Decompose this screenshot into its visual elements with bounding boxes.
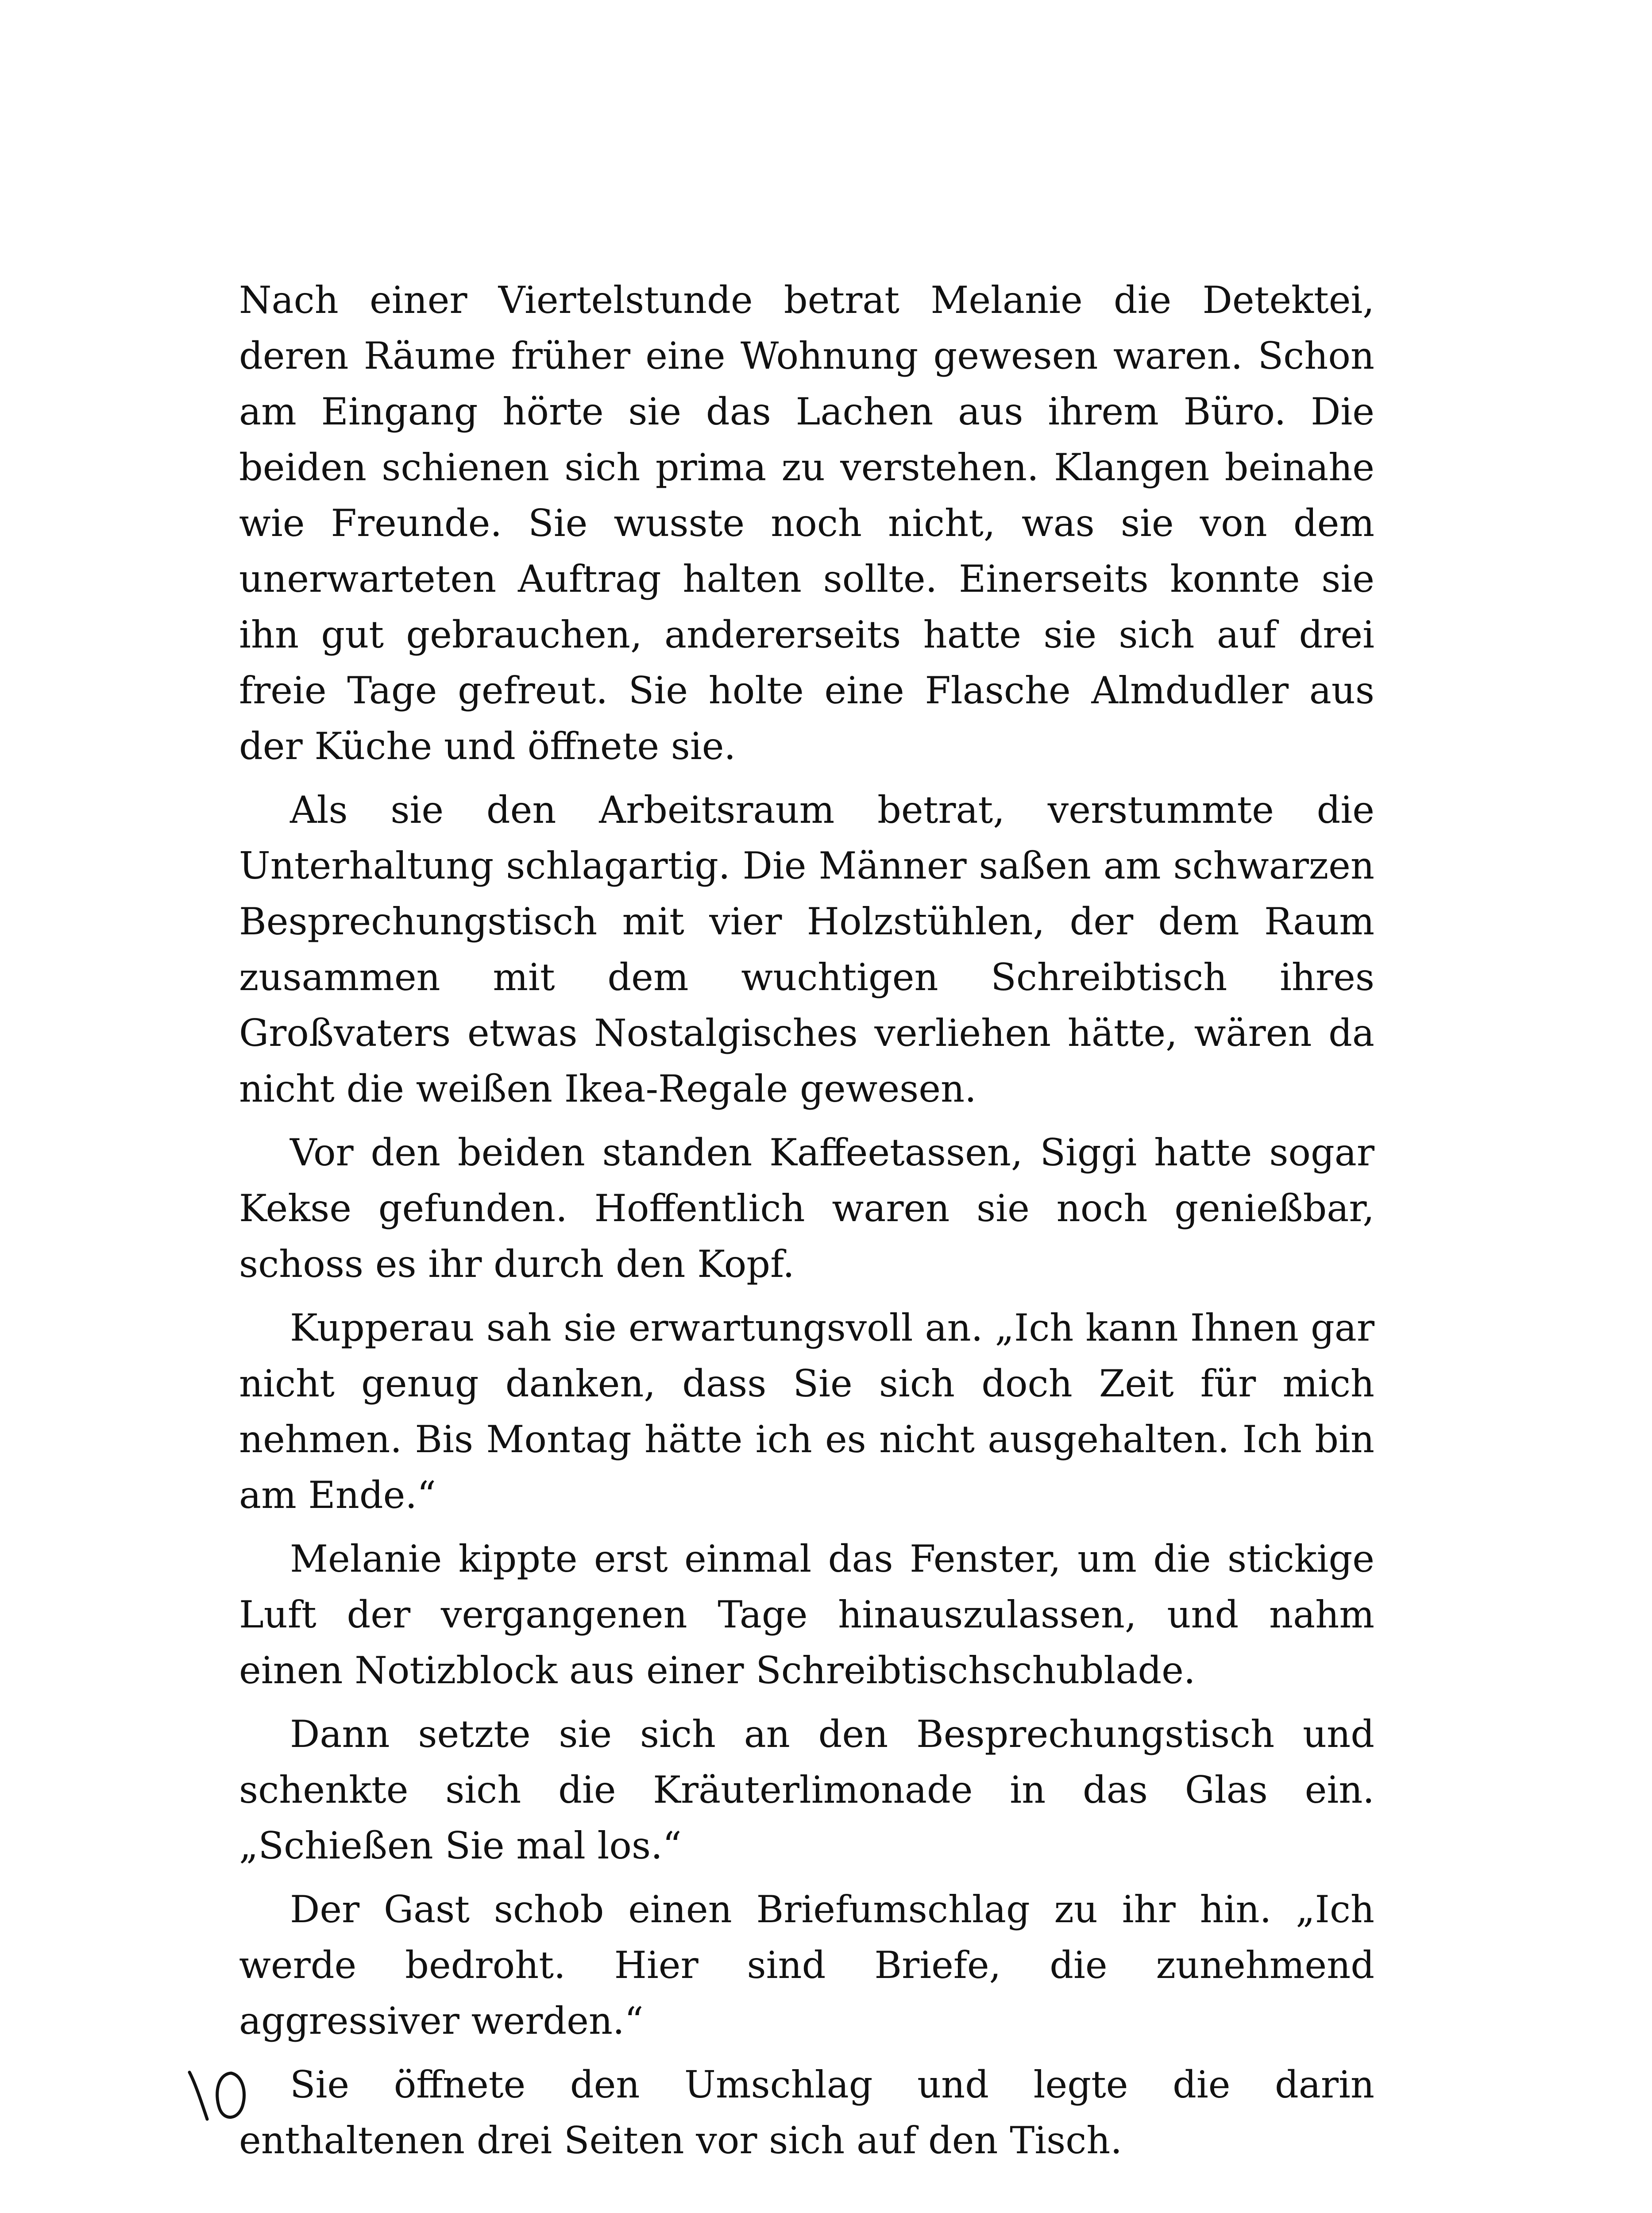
paragraph-3: Vor den beiden standen Kaffeetassen, Siggi hatte sogar Kekse gefunden. Hoffentlich waren sie noch genießbar, schoss es ihr durch den Kopf. bbox=[239, 1131, 1374, 1286]
paragraph-2: Als sie den Arbeitsraum betrat, verstummte die Unterhaltung schlagartig. Die Männer saßen am schwarzen Besprechungstisch mit vier Holzstühlen, der dem Raum zusammen mit dem wuchtigen Schreibtisch ihres Großvaters etwas Nostalgisches verliehen hätte, wären da nicht die weißen Ikea-Regale gewesen. bbox=[239, 788, 1374, 1110]
paragraph-7: Der Gast schob einen Briefumschlag zu ihr hin. „Ich werde bedroht. Hier sind Briefe, die zunehmend aggressiver werden.“ bbox=[239, 1888, 1374, 2043]
paragraph-8: Sie öffnete den Umschlag und legte die darin enthaltenen drei Seiten vor sich auf den Tisch. bbox=[239, 2063, 1374, 2162]
paragraph-4: Kupperau sah sie erwartungsvoll an. „Ich kann Ihnen gar nicht genug danken, dass Sie sich doch Zeit für mich nehmen. Bis Montag hätte ich es nicht ausgehalten. Ich bin am Ende.“ bbox=[239, 1306, 1374, 1517]
handwritten-page-number-icon bbox=[181, 2063, 252, 2129]
body-text bbox=[239, 272, 1374, 2176]
page-number bbox=[181, 2063, 252, 2129]
paragraph-5: Melanie kippte erst einmal das Fenster, um die stickige Luft der vergangenen Tage hinauszulassen, und nahm einen Notizblock aus einer Schreibtischschublade. bbox=[239, 1537, 1374, 1692]
paragraph-6: Dann setzte sie sich an den Besprechungstisch und schenkte sich die Kräuterlimonade in das Glas ein. „Schießen Sie mal los.“ bbox=[239, 1712, 1374, 1867]
paragraph-1: Nach einer Viertelstunde betrat Melanie die Detektei, deren Räume früher eine Wohnung gewesen waren. Schon am Eingang hörte sie das Lachen aus ihrem Büro. Die beiden schienen sich prima zu verstehen. Klangen beinahe wie Freunde. Sie wusste noch nicht, was sie von dem unerwarteten Auftrag halten sollte. Einerseits konnte sie ihn gut gebrauchen, andererseits hatte sie sich auf drei freie Tage gefreut. Sie holte eine Flasche Almdudler aus der Küche und öffnete sie. bbox=[239, 278, 1374, 768]
